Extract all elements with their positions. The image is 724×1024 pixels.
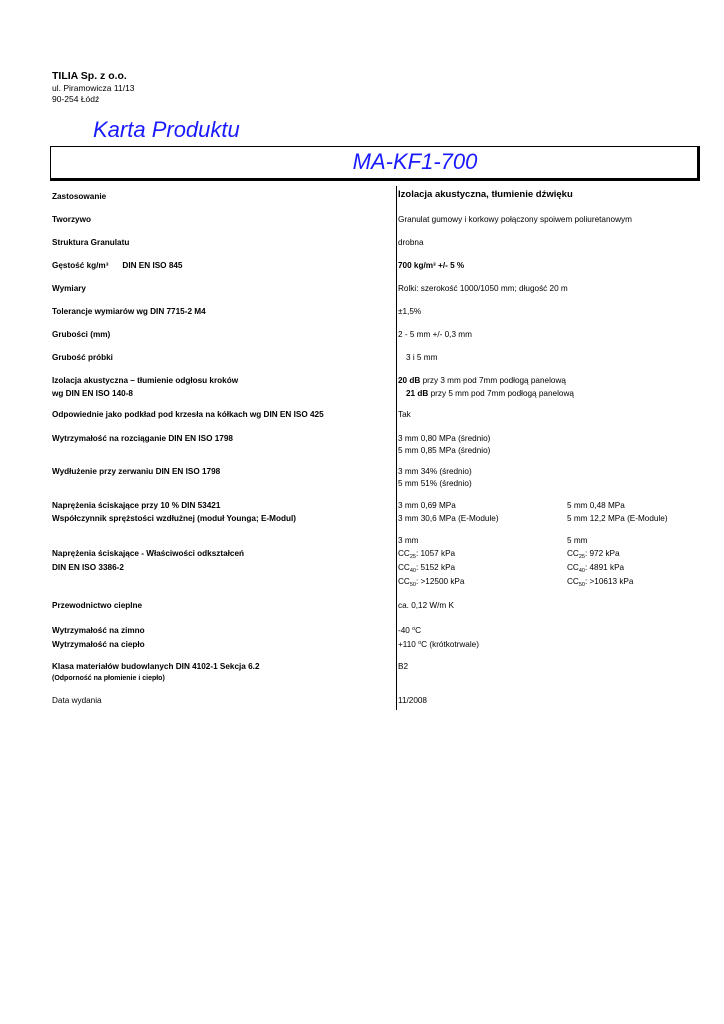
odksztalcen-head-5mm: 5 mm (567, 536, 588, 545)
product-code: MA-KF1-700 (352, 149, 478, 174)
value-struktura: drobna (398, 238, 424, 247)
label-gestosc-norm: DIN EN ISO 845 (122, 261, 183, 270)
value-cc40-3mm (398, 561, 455, 574)
label-przewodnictwo: Przewodnictwo cieplne (52, 601, 143, 610)
value-izolacja-2 (406, 387, 574, 400)
value-cieplo-num: +110 (398, 640, 419, 649)
value-cieplo-note: (krótkotrwale) (427, 640, 479, 649)
cc-text: CC (398, 549, 410, 558)
value-zastosowanie: Izolacja akustyczna, tłumienie dźwięku (398, 189, 573, 200)
label-odksztalcen-2: DIN EN ISO 3386-2 (52, 563, 124, 572)
celsius-unit: C (415, 626, 422, 635)
value-wydluzenie-5mm: 5 mm 51% (średnio) (398, 479, 472, 488)
label-struktura: Struktura Granulatu (52, 238, 130, 247)
label-wydluzenie: Wydłużenie przy zerwaniu DIN EN ISO 1798 (52, 467, 221, 476)
value-wydluzenie-3mm: 3 mm 34% (średnio) (398, 467, 472, 476)
product-code-box (50, 146, 700, 181)
doc-title: Karta Produktu (93, 117, 240, 142)
cc25-3mm-val: : 1057 kPa (415, 549, 456, 558)
value-data-wydania: 11/2008 (398, 696, 427, 705)
cc40-3mm-val: : 5152 kPa (415, 563, 456, 572)
label-odksztalcen-1: Naprężenia ściskające - Właściwości odkształceń (52, 549, 245, 558)
value-gestosc: 700 kg/m³ +/- 5 % (398, 261, 465, 270)
column-divider (396, 186, 397, 710)
cc-text: CC (567, 563, 579, 572)
cc-sub: 50 (578, 582, 585, 588)
value-tworzywo: Granulat gumowy i korkowy połączony spoiwem poliuretanowym (398, 215, 632, 224)
value-cc50-3mm (398, 575, 464, 588)
label-krzesla: Odpowiednie jako podkład pod krzesła na kółkach wg DIN EN ISO 425 (52, 410, 324, 419)
cc-sub: 40 (409, 568, 416, 574)
label-gestosc-text: Gęstość kg/m³ (52, 261, 109, 270)
degree-sign: o (412, 626, 416, 632)
label-cieplo: Wytrzymałość na ciepło (52, 640, 145, 649)
value-cc25-3mm (398, 547, 455, 560)
value-grubosc-probki: 3 i 5 mm (406, 353, 438, 362)
cc-sub: 25 (578, 554, 585, 560)
value-izolacja-1-db: 20 dB (398, 376, 421, 385)
label-wymiary: Wymiary (52, 284, 86, 293)
value-izolacja-1-rest: przy 3 mm pod 7mm podłogą panelową (420, 376, 566, 385)
cc50-3mm-val: : >12500 kPa (415, 577, 465, 586)
label-tworzywo: Tworzywo (52, 215, 91, 224)
value-izolacja-2-db: 21 dB (406, 389, 429, 398)
cc-text: CC (398, 563, 410, 572)
odksztalcen-head-3mm: 3 mm (398, 536, 419, 545)
degree-sign: o (418, 640, 422, 646)
value-cieplo (398, 638, 479, 651)
company-name: TILIA Sp. z o.o. (52, 70, 127, 82)
label-zastosowanie: Zastosowanie (52, 192, 107, 201)
label-data-wydania: Data wydania (52, 696, 102, 705)
value-rozciaganie-3mm: 3 mm 0,80 MPa (średnio) (398, 434, 491, 443)
label-grubosc-probki: Grubość próbki (52, 353, 113, 362)
value-klasa: B2 (398, 662, 409, 671)
value-cc50-5mm (567, 575, 633, 588)
value-naprezenia-5mm: 5 mm 0,48 MPa (567, 501, 625, 510)
value-wymiary: Rolki: szerokość 1000/1050 mm; długość 20 m (398, 284, 568, 293)
cc-text: CC (398, 577, 410, 586)
company-street: ul. Piramowicza 11/13 (52, 83, 135, 93)
cc-sub: 50 (409, 582, 416, 588)
cc40-5mm-val: : 4891 kPa (584, 563, 625, 572)
celsius-unit: C (421, 640, 428, 649)
value-izolacja-1 (398, 374, 566, 387)
value-grubosci: 2 - 5 mm +/- 0,3 mm (398, 330, 472, 339)
label-izolacja-2: wg DIN EN ISO 140-8 (52, 389, 133, 398)
cc25-5mm-val: : 972 kPa (584, 549, 620, 558)
value-zimno (398, 624, 421, 637)
value-tolerancje: ±1,5% (398, 307, 422, 316)
label-rozciaganie: Wytrzymałość na rozciąganie DIN EN ISO 1798 (52, 434, 233, 443)
cc-sub: 25 (409, 554, 416, 560)
value-izolacja-2-rest: przy 5 mm pod 7mm podłogą panelową (428, 389, 574, 398)
label-modul-younga: Współczynnik sprężstości wzdłużnej (moduł Younga; E-Modul) (52, 514, 296, 523)
label-naprezenia-10: Naprężenia ściskające przy 10 % DIN 53421 (52, 501, 221, 510)
value-modul-5mm: 5 mm 12,2 MPa (E-Module) (567, 514, 668, 523)
value-cc25-5mm (567, 547, 620, 560)
label-izolacja-1: Izolacja akustyczna – tłumienie odgłosu kroków (52, 376, 239, 385)
value-zimno-num: -40 (398, 626, 413, 635)
value-cc40-5mm (567, 561, 624, 574)
company-block (52, 70, 135, 105)
cc-text: CC (567, 549, 579, 558)
label-klasa: Klasa materiałów budowlanych DIN 4102-1 Sekcja 6.2 (52, 662, 260, 671)
label-grubosci: Grubości (mm) (52, 330, 111, 339)
company-city: 90-254 Łódź (52, 94, 100, 104)
label-klasa-note: (Odporność na płomienie i ciepło) (52, 675, 165, 682)
cc-text: CC (567, 577, 579, 586)
value-modul-3mm: 3 mm 30,6 MPa (E-Module) (398, 514, 499, 523)
label-gestosc (52, 259, 183, 272)
cc50-5mm-val: : >10613 kPa (584, 577, 634, 586)
value-przewodnictwo: ca. 0,12 W/m K (398, 601, 454, 610)
value-naprezenia-3mm: 3 mm 0,69 MPa (398, 501, 456, 510)
value-rozciaganie-5mm: 5 mm 0,85 MPa (średnio) (398, 446, 491, 455)
label-zimno: Wytrzymałość na zimno (52, 626, 145, 635)
cc-sub: 40 (578, 568, 585, 574)
value-krzesla: Tak (398, 410, 411, 419)
label-tolerancje: Tolerancje wymiarów wg DIN 7715-2 M4 (52, 307, 206, 316)
